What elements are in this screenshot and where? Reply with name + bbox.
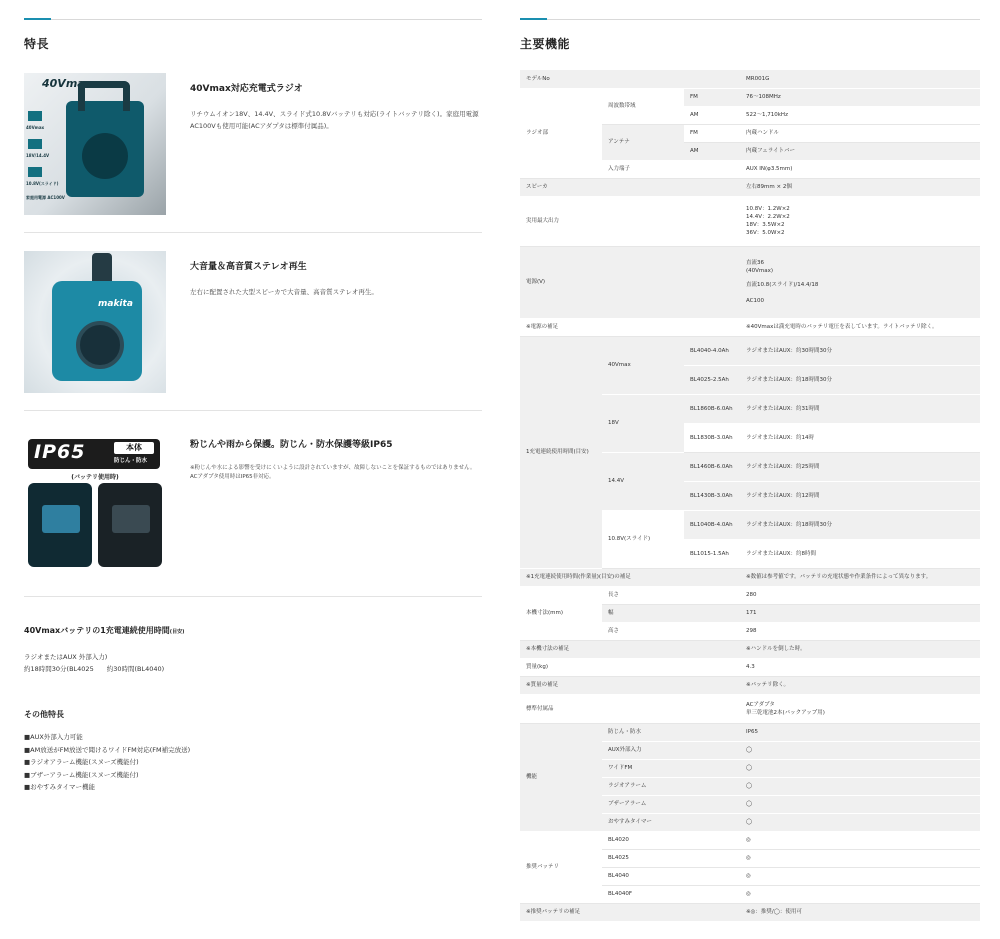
spec-subkey: AM bbox=[684, 106, 740, 124]
section-rule bbox=[24, 19, 482, 20]
spec-key: ※電源の補足 bbox=[520, 318, 740, 336]
spec-key: ※推奨バッテリの補足 bbox=[520, 903, 740, 921]
spec-subkey: AM bbox=[684, 142, 740, 160]
spec-value: ラジオまたはAUX：約25時間 bbox=[740, 452, 980, 481]
spec-value: ◎ bbox=[740, 849, 980, 867]
spec-subkey: 14.4V bbox=[602, 452, 684, 510]
spec-subkey: ブザーアラーム bbox=[602, 795, 740, 813]
spec-title: 主要機能 bbox=[520, 37, 571, 51]
brand-logo: makita bbox=[98, 299, 133, 309]
ip-rating: IP65 bbox=[34, 441, 86, 463]
spec-value: ラジオまたはAUX：約18時間30分 bbox=[740, 510, 980, 539]
feature-title: 大音量＆高音質ステレオ再生 bbox=[190, 262, 307, 272]
spec-key: 質量(kg) bbox=[520, 658, 740, 676]
spec-key: スピーカ bbox=[520, 178, 740, 196]
features-column bbox=[24, 0, 482, 794]
battery-runtime-block bbox=[24, 625, 482, 675]
spec-subkey: 防じん・防水 bbox=[602, 723, 740, 741]
battery-model: BL1460B-6.0Ah bbox=[684, 452, 740, 481]
spec-key: 実用最大出力 bbox=[520, 196, 740, 246]
battery-model: BL1015-1.5Ah bbox=[684, 539, 740, 568]
spec-key: 1充電連続使用時間(目安) bbox=[520, 336, 602, 568]
list-item: ■AUX外部入力可能 bbox=[24, 733, 83, 741]
battery-model: BL4025-2.5Ah bbox=[684, 365, 740, 394]
spec-value: ACアダプタ 単三乾電池2本(バックアップ用) bbox=[740, 694, 980, 723]
spec-value: ※◎：推奨/◯：使用可 bbox=[740, 903, 980, 921]
spec-value: 298 bbox=[740, 622, 980, 640]
spec-value: ◯ bbox=[740, 795, 980, 813]
feature-item bbox=[24, 243, 482, 411]
spec-subkey: 幅 bbox=[602, 604, 740, 622]
spec-value: 左右89mm × 2個 bbox=[740, 178, 980, 196]
spec-subkey: ワイドFM bbox=[602, 759, 740, 777]
spec-value: ◯ bbox=[740, 777, 980, 795]
spec-value: ラジオまたはAUX：約8時間 bbox=[740, 539, 980, 568]
spec-key: 本機寸法(mm) bbox=[520, 586, 602, 640]
spec-value: AUX IN(φ3.5mm) bbox=[740, 160, 980, 178]
table-row bbox=[520, 586, 980, 604]
list-item: ■おやすみタイマー機能 bbox=[24, 783, 96, 791]
spec-subkey: アンテナ bbox=[602, 124, 684, 160]
battery-model: BL4040-4.0Ah bbox=[684, 336, 740, 365]
feature-desc: ※粉じんや水による影響を受けにくいように設計されていますが、故障しないことを保証するものではありません。ACアダプタ使用時はIP65非対応。 bbox=[190, 465, 476, 480]
battery-model: BL1830B-3.0Ah bbox=[684, 423, 740, 452]
other-features-title: その他特長 bbox=[24, 710, 64, 719]
feature-item bbox=[24, 421, 482, 597]
table-row bbox=[520, 568, 980, 586]
spec-value: ※ハンドルを倒した時。 bbox=[740, 640, 980, 658]
spec-value: ラジオまたはAUX：約18時間30分 bbox=[740, 365, 980, 394]
battery-model: BL1430B-3.0Ah bbox=[684, 481, 740, 510]
spec-value: 280 bbox=[740, 586, 980, 604]
image-label: 家庭用電源 AC100V bbox=[26, 195, 65, 200]
spec-value: 内蔵ハンドル bbox=[740, 124, 980, 142]
battery-model: BL1860B-6.0Ah bbox=[684, 394, 740, 423]
table-row bbox=[520, 640, 980, 658]
spec-subkey: 40Vmax bbox=[602, 336, 684, 394]
spec-value: ◎ bbox=[740, 867, 980, 885]
image-label: 18V/14.4V bbox=[26, 153, 50, 158]
feature-desc: リチウムイオン18V、14.4V、スライド式10.8Vバッテリも対応(ライトバッテリ除く)。家庭用電源AC100Vも使用可能(ACアダプタは標準付属品)。 bbox=[190, 110, 479, 130]
spec-value: ※数値は参考値です。バッテリの充電状態や作業条件によって異なります。 bbox=[740, 568, 980, 586]
spec-value: ◯ bbox=[740, 759, 980, 777]
section-rule bbox=[520, 19, 980, 20]
spec-value: MR001G bbox=[740, 70, 980, 88]
spec-subkey: ラジオアラーム bbox=[602, 777, 740, 795]
table-row bbox=[520, 318, 980, 336]
spec-value: ◎ bbox=[740, 831, 980, 849]
spec-key: 推奨バッテリ bbox=[520, 831, 602, 903]
spec-subkey: BL4040 bbox=[602, 867, 740, 885]
spec-column bbox=[520, 0, 980, 922]
spec-subkey: BL4020 bbox=[602, 831, 740, 849]
spec-subkey: FM bbox=[684, 88, 740, 106]
spec-value: 直流36 (40Vmax) 直流10.8(スライド)/14.4/18 AC100 bbox=[740, 246, 980, 318]
spec-value: 522〜1,710kHz bbox=[740, 106, 980, 124]
ip-body-label: 本体 bbox=[114, 442, 154, 454]
spec-subkey: BL4040F bbox=[602, 885, 740, 903]
spec-value: ※40Vmaxは満充電時のバッテリ電圧を表しています。ライトバッテリ除く。 bbox=[740, 318, 980, 336]
spec-key: ※質量の補足 bbox=[520, 676, 740, 694]
radio-handle bbox=[78, 81, 130, 111]
spec-value: ラジオまたはAUX：約14時 bbox=[740, 423, 980, 452]
feature-item bbox=[24, 65, 482, 233]
spec-key: ※本機寸法の補足 bbox=[520, 640, 740, 658]
list-item: ■ブザーアラーム機能(スヌーズ機能付) bbox=[24, 770, 139, 779]
spec-subkey: AUX外部入力 bbox=[602, 741, 740, 759]
table-row bbox=[520, 196, 980, 246]
list-item: ■ラジオアラーム機能(スヌーズ機能付) bbox=[24, 758, 139, 766]
spec-value: ◯ bbox=[740, 741, 980, 759]
spec-value: 76〜108MHz bbox=[740, 88, 980, 106]
spec-subkey: BL4025 bbox=[602, 849, 740, 867]
ip-caption: (バッテリ使用時) bbox=[71, 474, 119, 481]
spec-key: 電源(V) bbox=[520, 246, 740, 318]
table-row bbox=[520, 694, 980, 723]
table-row bbox=[520, 903, 980, 921]
image-label: 40Vmax bbox=[26, 125, 45, 130]
features-title: 特長 bbox=[24, 37, 50, 51]
speaker-grill bbox=[76, 321, 124, 369]
spec-key: ※1充電連続使用時間(作業量)(目安)の補足 bbox=[520, 568, 740, 586]
table-row bbox=[520, 336, 980, 365]
battery-line: ラジオまたはAUX 外部入力) bbox=[24, 653, 108, 661]
other-features-list bbox=[24, 731, 482, 794]
spec-subkey: 周波数帯域 bbox=[602, 88, 684, 124]
image-label: 10.8V(スライド) bbox=[26, 181, 59, 186]
battery-icon bbox=[28, 139, 42, 149]
spec-value: 171 bbox=[740, 604, 980, 622]
speaker-grill bbox=[82, 133, 128, 179]
spec-subkey: 10.8V(スライド) bbox=[602, 510, 684, 568]
radio-front bbox=[98, 483, 162, 567]
spec-value: ラジオまたはAUX：約30時間30分 bbox=[740, 336, 980, 365]
radio-screen bbox=[112, 505, 150, 533]
spec-subkey: 長さ bbox=[602, 586, 740, 604]
spec-table bbox=[520, 70, 980, 922]
table-row bbox=[520, 178, 980, 196]
spec-value: ラジオまたはAUX：約12時間 bbox=[740, 481, 980, 510]
feature-image-radio-battery bbox=[24, 73, 166, 215]
battery-icon bbox=[28, 111, 42, 121]
spec-value: 10.8V：1.2W×2 14.4V：2.2W×2 18V：3.5W×2 36V：5.0W×2 bbox=[740, 196, 980, 246]
ip65-badge bbox=[28, 439, 160, 469]
table-row bbox=[520, 831, 980, 849]
feature-image-ip65 bbox=[24, 429, 166, 571]
spec-key: 機能 bbox=[520, 723, 602, 831]
spec-subkey: FM bbox=[684, 124, 740, 142]
spec-value: ラジオまたはAUX：約31時間 bbox=[740, 394, 980, 423]
table-row bbox=[520, 658, 980, 676]
battery-runtime-title: 40Vmaxバッテリの1充電連続使用時間(目安) bbox=[24, 626, 185, 635]
spec-subkey: 高さ bbox=[602, 622, 740, 640]
list-item: ■AM放送がFM放送で聞けるワイドFM対応(FM補完放送) bbox=[24, 745, 191, 754]
spec-value: 4.3 bbox=[740, 658, 980, 676]
spec-value: 内蔵フェライトバー bbox=[740, 142, 980, 160]
table-row bbox=[520, 70, 980, 88]
spec-key: ラジオ部 bbox=[520, 88, 602, 178]
feature-desc: 左右に配置された大型スピーカで大音量、高音質ステレオ再生。 bbox=[190, 288, 378, 296]
image-label: 40Vmax bbox=[42, 77, 92, 90]
radio-screen bbox=[42, 505, 80, 533]
spec-value: ※バッテリ除く。 bbox=[740, 676, 980, 694]
feature-image-speaker bbox=[24, 251, 166, 393]
ip-sub-label: 防じん・防水 bbox=[114, 458, 148, 464]
table-row bbox=[520, 246, 980, 318]
spec-subkey: 入力端子 bbox=[602, 160, 740, 178]
feature-title: 40Vmax対応充電式ラジオ bbox=[190, 84, 303, 94]
table-row bbox=[520, 676, 980, 694]
spec-key: モデルNo bbox=[520, 70, 740, 88]
battery-icon bbox=[28, 167, 42, 177]
battery-line: 約18時間30分(BL4025 約30時間(BL4040) bbox=[24, 665, 165, 673]
spec-subkey: 18V bbox=[602, 394, 684, 452]
table-row bbox=[520, 88, 980, 106]
battery-model: BL1040B-4.0Ah bbox=[684, 510, 740, 539]
radio-front bbox=[28, 483, 92, 567]
table-row bbox=[520, 723, 980, 741]
spec-value: ◎ bbox=[740, 885, 980, 903]
spec-subkey: おやすみタイマー bbox=[602, 813, 740, 831]
spec-value: ◯ bbox=[740, 813, 980, 831]
spec-value: IP65 bbox=[740, 723, 980, 741]
feature-title: 粉じんや雨から保護。防じん・防水保護等級IP65 bbox=[190, 440, 393, 450]
spec-key: 標準付属品 bbox=[520, 694, 740, 723]
